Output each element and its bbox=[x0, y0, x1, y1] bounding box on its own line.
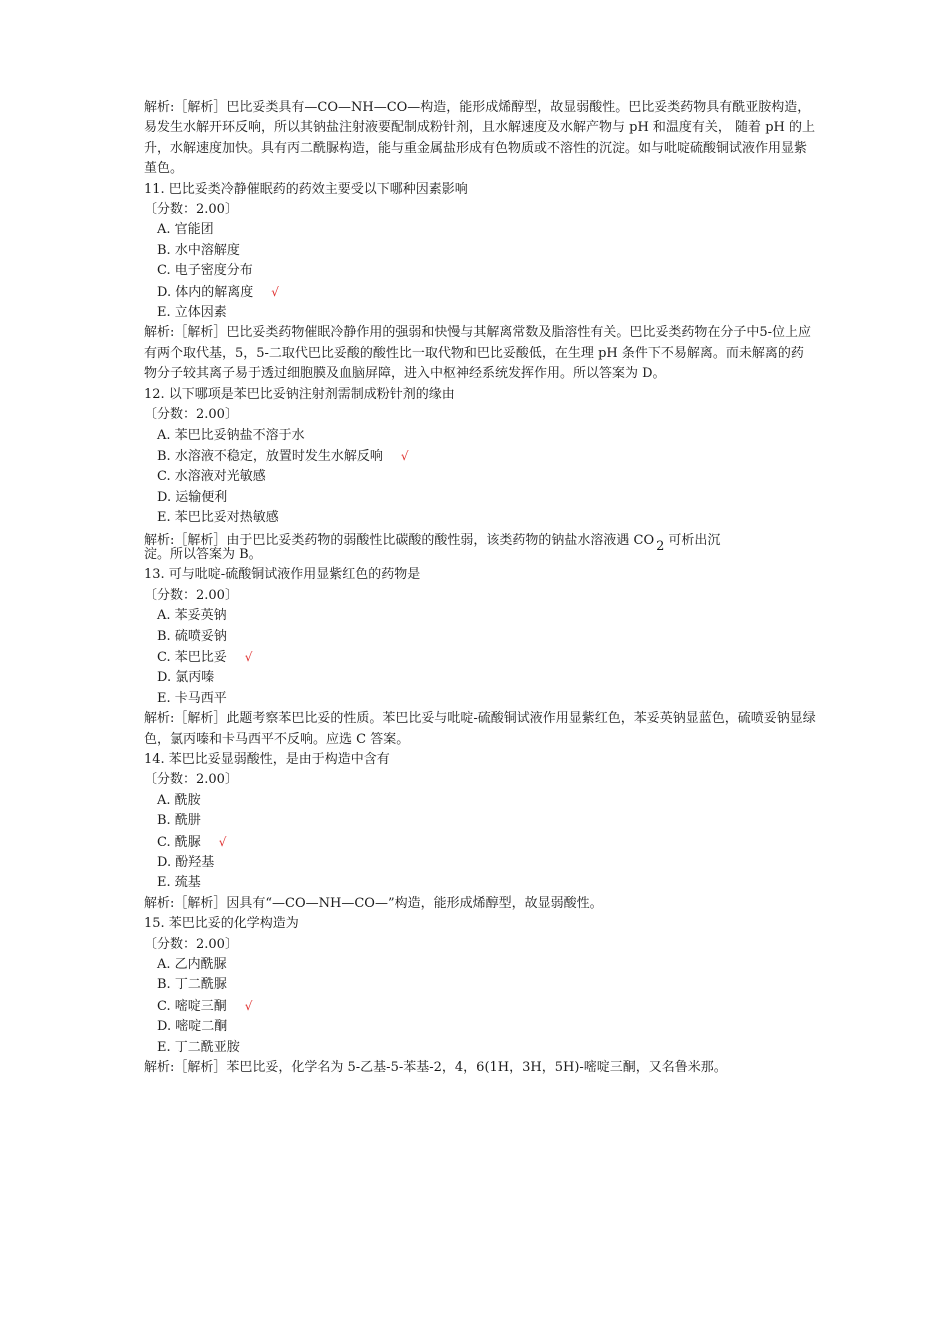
correct-check-icon: √ bbox=[400, 448, 409, 463]
q11-analysis: 解析:［解析］巴比妥类药物催眠冷静作用的强弱和快慢与其解离常数及脂溶性有关。巴比妥类药物在分子中5-位上应有两个取代基，5，5-二取代巴比妥酸的酸性比一取代物和巴比妥酸低，在生理 pH 条件下不易解离。而未解离的药物分子较其离子易于透过细胞膜及血脑屏障，进入中枢神经系统发挥作用。所以答案为 D。 bbox=[144, 325, 812, 382]
correct-check-icon: √ bbox=[244, 649, 253, 664]
q12-score: 〔分数：2.00〕 bbox=[144, 407, 238, 423]
q11-option-a: A. 官能团 bbox=[157, 222, 214, 238]
q12-option-d: D. 运输便利 bbox=[157, 489, 228, 505]
correct-check-icon: √ bbox=[271, 284, 279, 299]
q13-analysis: 解析:［解析］此题考察苯巴比妥的性质。苯巴比妥与吡啶-硫酸铜试液作用显紫红色，苯妥英钠显蓝色，硫喷妥钠显绿色，氯丙嗪和卡马西平不反响。应选 C 答案。 bbox=[144, 711, 816, 747]
q12-option-e: E. 苯巴比妥对热敏感 bbox=[157, 510, 279, 526]
q15-option-c: C. 嘧啶三酮 √ bbox=[157, 998, 253, 1014]
q14-option-d: D. 酚羟基 bbox=[157, 855, 215, 871]
q13-option-a: A. 苯妥英钠 bbox=[157, 608, 227, 624]
q10-analysis: 解析:［解析］巴比妥类具有—CO—NH—CO—构造，能形成烯醇型，故显弱酸性。巴比妥类药物具有酰亚胺构造，易发生水解开环反响，所以其钠盐注射液要配制成粉针剂，且水解速度及水解产物与 pH 和温度有关， 随着 pH 的上升，水解速度加快。具有丙二酰脲构造，能与重金属盐形成有色物质或不溶性的沉淀。如与吡啶硫酸铜试液作用显紫堇色。 bbox=[144, 100, 815, 177]
q12-option-c: C. 水溶液对光敏感 bbox=[157, 469, 266, 485]
q14-score: 〔分数：2.00〕 bbox=[144, 772, 238, 788]
q14-option-b: B. 酰肼 bbox=[157, 813, 201, 829]
q15-option-e: E. 丁二酰亚胺 bbox=[157, 1039, 240, 1055]
q11-score: 〔分数：2.00〕 bbox=[144, 202, 238, 218]
q13-score: 〔分数：2.00〕 bbox=[144, 587, 238, 603]
q13-option-d: D. 氯丙嗪 bbox=[157, 670, 215, 686]
q14-option-a: A. 酰胺 bbox=[157, 792, 201, 808]
q12-stem: 12. 以下哪项是苯巴比妥钠注射剂需制成粉针剂的缘由 bbox=[144, 386, 455, 402]
q13-stem: 13. 可与吡啶-硫酸铜试液作用显紫红色的药物是 bbox=[144, 567, 421, 583]
q15-score: 〔分数：2.00〕 bbox=[144, 936, 238, 952]
q14-stem: 14. 苯巴比妥显弱酸性，是由于构造中含有 bbox=[144, 752, 390, 767]
q12-analysis-line2: 淀。所以答案为 B。 bbox=[144, 546, 262, 562]
q11-option-d: D. 体内的解离度 √ bbox=[157, 284, 279, 300]
q12-option-a: A. 苯巴比妥钠盐不溶于水 bbox=[157, 427, 305, 443]
q15-option-b: B. 丁二酰脲 bbox=[157, 977, 227, 993]
q15-analysis: 解析:［解析］苯巴比妥，化学名为 5-乙基-5-苯基-2，4，6(1H，3H，5H)-嘧啶三酮，又名鲁米那。 bbox=[144, 1060, 727, 1076]
q15-option-d: D. 嘧啶二酮 bbox=[157, 1019, 228, 1035]
q13-option-e: E. 卡马西平 bbox=[157, 690, 227, 706]
q13-option-c: C. 苯巴比妥 √ bbox=[157, 649, 253, 665]
q15-stem: 15. 苯巴比妥的化学构造为 bbox=[144, 916, 299, 932]
q11-option-c: C. 电子密度分布 bbox=[157, 263, 253, 279]
correct-check-icon: √ bbox=[244, 998, 253, 1013]
q14-option-e: E. 巯基 bbox=[157, 875, 201, 891]
q11-stem: 11. 巴比妥类冷静催眠药的药效主要受以下哪种因素影响 bbox=[144, 181, 468, 197]
q11-option-b: B. 水中溶解度 bbox=[157, 242, 240, 258]
q14-option-c: C. 酰脲 √ bbox=[157, 834, 227, 850]
correct-check-icon: √ bbox=[218, 834, 227, 849]
q15-option-a: A. 乙内酰脲 bbox=[157, 957, 227, 973]
q14-analysis: 解析:［解析］因具有“—CO—NH—CO—”构造，能形成烯醇型，故显弱酸性。 bbox=[144, 895, 603, 911]
document-page bbox=[144, 98, 816, 1079]
q12-option-b: B. 水溶液不稳定，放置时发生水解反响 √ bbox=[157, 448, 409, 464]
q11-option-e: E. 立体因素 bbox=[157, 305, 227, 321]
q13-option-b: B. 硫喷妥钠 bbox=[157, 628, 227, 644]
subscript: 2 bbox=[656, 538, 665, 554]
q12-analysis: 解析:［解析］由于巴比妥类药物的弱酸性比碳酸的酸性弱，该类药物的钠盐水溶液遇 CO 2 可析出沉 bbox=[144, 532, 721, 554]
